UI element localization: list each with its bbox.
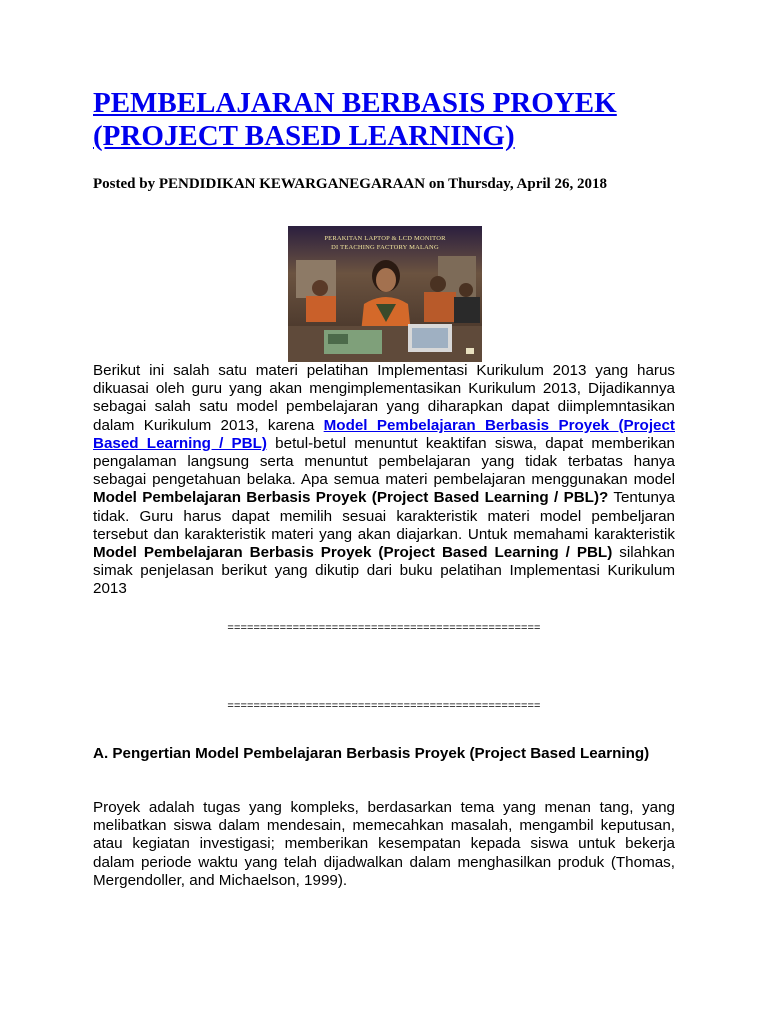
- definition-paragraph: Proyek adalah tugas yang kompleks, berdasarkan tema yang menan tang, yang melibatkan siswa dalam mendesain, memecahkan masalah, mengambil keputusan, atau kegiatan investigasi; memberikan kesempatan kepada siswa untuk bekerja dalam periode waktu yang telah dijadwalkan dalam menghasilkan produk (Thomas, Mergendoller, and Michaelson, 1999).: [93, 799, 675, 889]
- title-link[interactable]: PEMBELAJARAN BERBASIS PROYEK (PROJECT BASED LEARNING): [93, 87, 617, 152]
- posted-by-line: Posted by PENDIDIKAN KEWARGANEGARAAN on Thursday, April 26, 2018: [93, 176, 607, 192]
- divider-top: ================================================: [227, 622, 541, 634]
- section-heading: A. Pengertian Model Pembelajaran Berbasis Proyek (Project Based Learning): [93, 745, 650, 762]
- page-title: [93, 87, 693, 153]
- pbl-model-link[interactable]: Model Pembelajaran Berbasis Proyek (Project Based Learning / PBL): [93, 416, 675, 452]
- classroom-photo: [288, 226, 482, 362]
- intro-paragraph: Berikut ini salah satu materi pelatihan Implementasi Kurikulum 2013 yang harus dikuasai oleh guru yang akan mengimplementasikan Kurikulum 2013, Dijadikannya sebagai salah satu model pembelajaran yang diharapkan dapat diimplemntasikan dalam Kurikulum 2013, karena Model Pembelajaran Berbasis Proyek (Project Based Learning / PBL) betul-betul menuntut keaktifan siswa, dapat memberikan pengalaman langsung serta menuntut pembelajaran yang tidak terbatas hanya sebagai pengetahuan belaka. Apa semua materi pembelajaran menggunakan model Model Pembelajaran Berbasis Proyek (Project Based Learning / PBL)? Tentunya tidak. Guru harus dapat memilih sesuai karakteristik materi model pembeljaran tersebut dan karakteristik materi yang akan diajarkan. Untuk memahami karakteristik Model Pembelajaran Berbasis Proyek (Project Based Learning / PBL) silahkan simak penjelasan berikut yang dikutip dari buku pelatihan Implementasi Kurikulum 2013: [93, 362, 675, 598]
- photo-caption: PERAKITAN LAPTOP & LCD MONITOR DI TEACHING FACTORY MALANG: [324, 235, 446, 251]
- divider-bottom: ================================================: [227, 700, 541, 712]
